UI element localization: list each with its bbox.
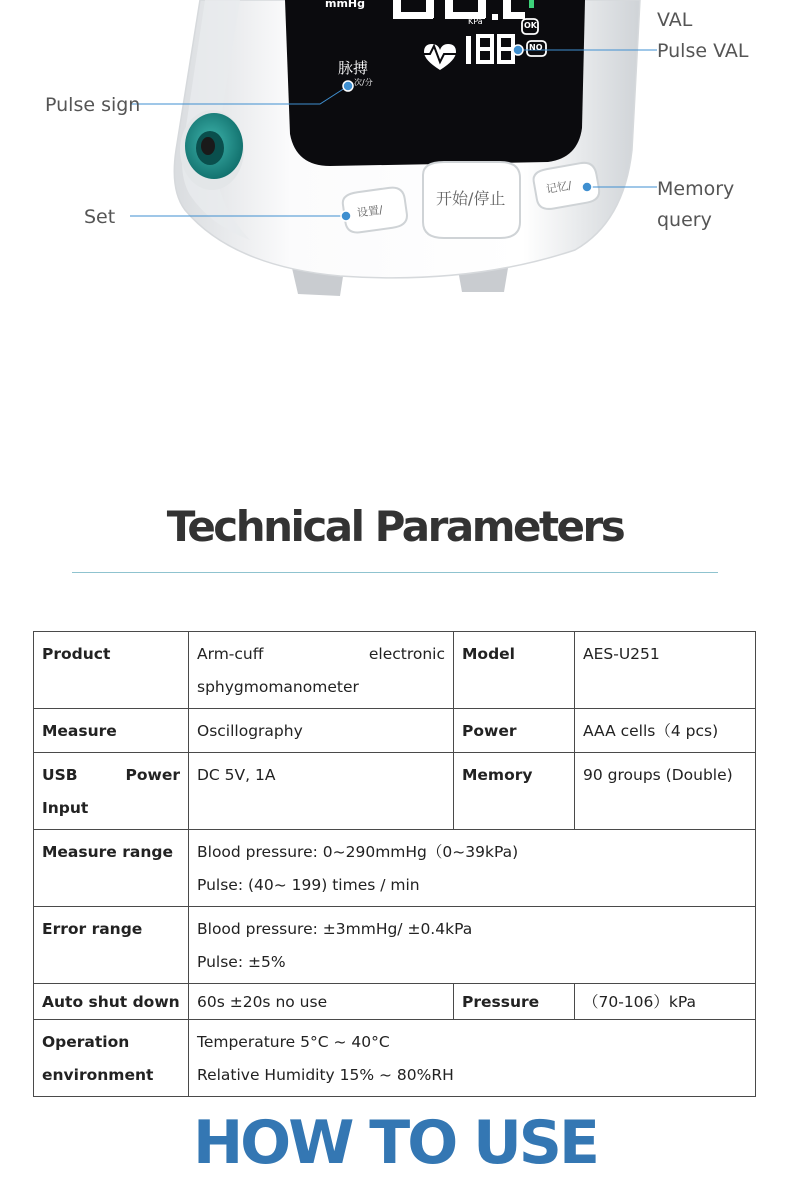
table-value: （70-106）kPa (575, 984, 756, 1020)
table-key: Measure range (34, 830, 189, 907)
lcd-ok-label: OK (524, 21, 537, 30)
how-to-use-title: HOW TO USE (192, 1108, 598, 1178)
callout-pulse-sign: Pulse sign (45, 94, 141, 116)
lcd-pulse-label: 脉搏 (338, 59, 369, 77)
callout-memory-query-line2: query (657, 209, 712, 231)
table-key: Error range (34, 907, 189, 984)
lcd-unit-kpa: KPa (468, 17, 483, 26)
table-value: Blood pressure: 0~290mmHg（0~39kPa) Pulse: (40~ 199) times / min (189, 830, 756, 907)
title-divider (72, 572, 718, 573)
table-key: Model (454, 632, 575, 709)
table-row (34, 753, 756, 830)
table-key: USB Power Input (34, 753, 189, 830)
spec-table (33, 631, 756, 1097)
table-value: AAA cells（4 pcs) (575, 709, 756, 753)
callout-val: VAL (657, 9, 693, 31)
table-row (34, 709, 756, 753)
table-value: Temperature 5°C ~ 40°C Relative Humidity 15% ~ 80%RH (189, 1020, 756, 1097)
table-key: Power (454, 709, 575, 753)
table-value: DC 5V, 1A (189, 753, 454, 830)
table-key: Auto shut down (34, 984, 189, 1020)
lcd-no-label: NO (529, 43, 543, 52)
table-key: Pressure (454, 984, 575, 1020)
callout-set: Set (84, 206, 116, 228)
table-row (34, 632, 756, 709)
table-value: Oscillography (189, 709, 454, 753)
table-row (34, 984, 756, 1020)
table-key: Product (34, 632, 189, 709)
table-value: 90 groups (Double) (575, 753, 756, 830)
table-row (34, 830, 756, 907)
lcd-unit-mmhg: mmHg (325, 0, 366, 10)
table-key: Memory (454, 753, 575, 830)
device-illustration (0, 0, 790, 310)
table-key: Measure (34, 709, 189, 753)
memory-button-label: 记忆/ (545, 178, 573, 197)
set-button-label: 设置/ (356, 203, 384, 220)
table-key: Operation environment (34, 1020, 189, 1097)
callout-memory-query-line1: Memory (657, 178, 735, 200)
start-stop-button-label: 开始/停止 (436, 189, 506, 208)
table-value: AES-U251 (575, 632, 756, 709)
table-row (34, 1020, 756, 1097)
table-row (34, 907, 756, 984)
lcd-pulse-unit: 次/分 (354, 78, 373, 87)
table-value: Blood pressure: ±3mmHg/ ±0.4kPa Pulse: ±5% (189, 907, 756, 984)
air-connector-port (180, 110, 244, 190)
table-value: Arm-cuff electronic sphygmomanometer (189, 632, 454, 709)
callout-pulse-val: Pulse VAL (657, 40, 749, 62)
table-value: 60s ±20s no use (189, 984, 454, 1020)
technical-parameters-title: Technical Parameters (166, 502, 624, 551)
